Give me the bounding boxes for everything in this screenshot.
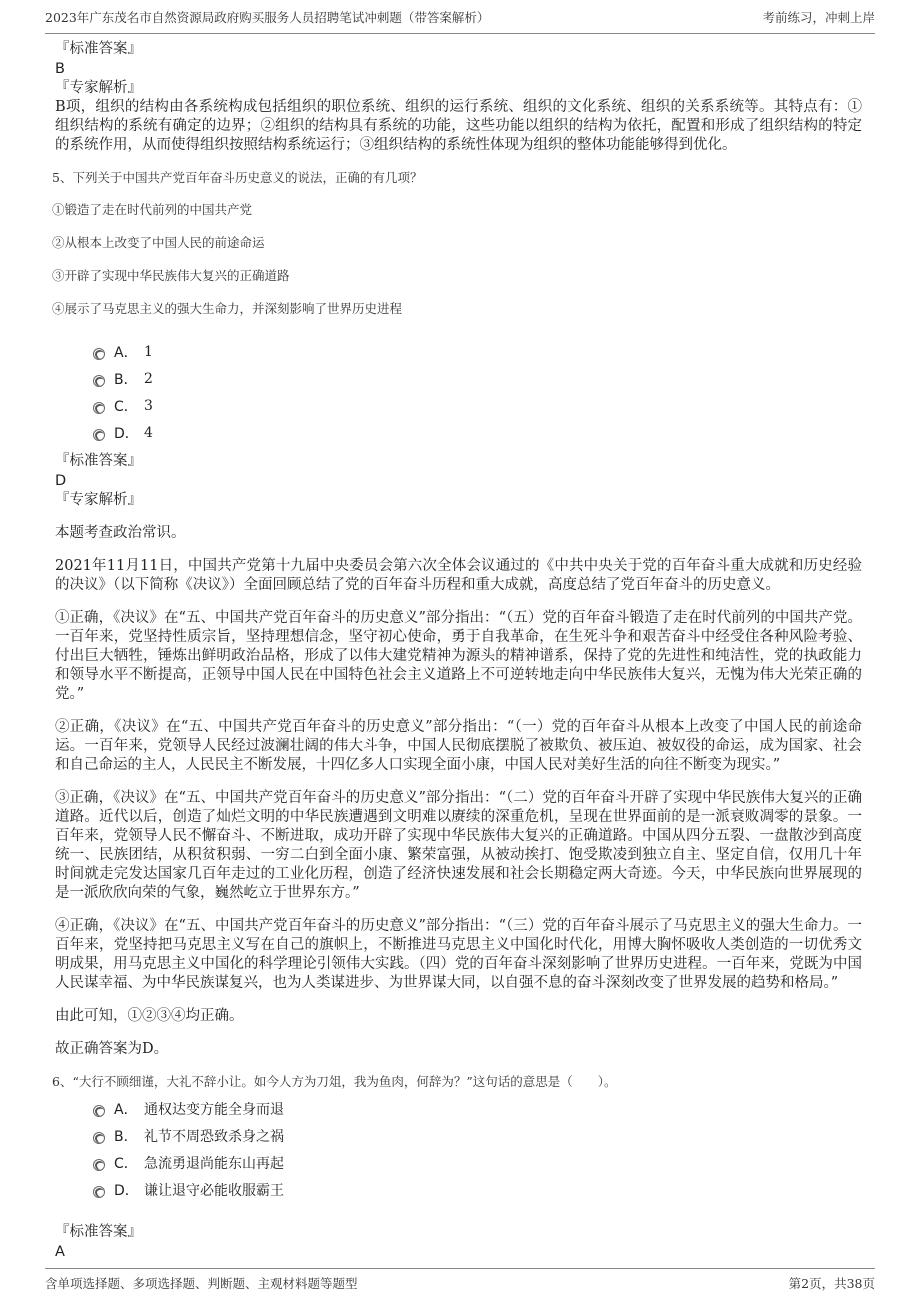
statement-4: ④展示了马克思主义的强大生命力，并深刻影响了世界历史进程 — [52, 301, 403, 316]
radio-icon[interactable] — [93, 1186, 105, 1198]
question-6: 6、“大行不顾细谨，大礼不辞小让。如今人方为刀俎，我为鱼肉，何辞为？”这句话的意思是（ ）。 — [52, 1074, 617, 1089]
q5-option-d[interactable]: D． 4 — [93, 419, 862, 446]
expert-analysis-label: 『专家解析』 — [55, 80, 142, 96]
standard-answer: D — [55, 473, 67, 489]
standard-answer-label: 『标准答案』 — [55, 1224, 142, 1240]
analysis-paragraph: 由此可知，①②③④均正确。 — [55, 1008, 244, 1024]
analysis-paragraph: 2021年11月11日，中国共产党第十九届中央委员会第六次全体会议通过的《中共中央关于党的百年奋斗重大成就和历史经验的决议》（以下简称《决议》）全面回顾总结了党的百年奋斗历程和重大成就，高度总结了党百年奋斗的历史意义。 — [55, 558, 862, 593]
analysis-paragraph: ③正确，《决议》在“五、中国共产党百年奋斗的历史意义”部分指出：“（二）党的百年奋斗开辟了实现中华民族伟大复兴的正确道路。近代以后，创造了灿烂文明的中华民族遭遇到文明难以赓续的深重危机，呈现在世界面前的是一派衰败凋零的景象。一百年来，党领导人民不懈奋斗、不断进取，成功开辟了实现中华民族伟大复兴的正确道路。中国从四分五裂、一盘散沙到高度统一、民族团结，从积贫积弱、一穷二白到全面小康、繁荣富强，从被动挨打、饱受欺凌到独立自主、坚定自信，仅用几十年时间就走完发达国家几百年走过的工业化历程，创造了经济快速发展和社会长期稳定两大奇迹。今天，中华民族向世界展现的是一派欣欣向荣的气象，巍然屹立于世界东方。” — [55, 790, 862, 901]
radio-icon[interactable] — [93, 348, 105, 360]
analysis-paragraph: 本题考查政治常识。 — [55, 525, 186, 541]
q6-option-d[interactable]: D． 谦让退守必能收服霸王 — [93, 1176, 862, 1203]
statement-1: ①锻造了走在时代前列的中国共产党 — [52, 202, 253, 217]
radio-icon[interactable] — [93, 1159, 105, 1171]
expert-analysis-label: 『专家解析』 — [55, 492, 142, 508]
radio-icon[interactable] — [93, 375, 105, 387]
question-5: 5、下列关于中国共产党百年奋斗历史意义的说法，正确的有几项？ — [52, 170, 423, 185]
q5-option-a[interactable]: A． 1 — [93, 338, 862, 365]
analysis-paragraph: ①正确，《决议》在“五、中国共产党百年奋斗的历史意义”部分指出：“（五）党的百年奋斗锻造了走在时代前列的中国共产党。一百年来，党坚持性质宗旨，坚持理想信念，坚守初心使命，勇于自我革命，在生死斗争和艰苦奋斗中经受住各种风险考验、付出巨大牺牲，锤炼出鲜明政治品格，形成了以伟大建党精神为源头的精神谱系，保持了党的先进性和纯洁性，党的执政能力和领导水平不断提高，正领导中国人民在中国特色社会主义道路上不可逆转地走向中华民族伟大复兴，无愧为伟大光荣正确的党。” — [55, 610, 862, 702]
q6-option-a[interactable]: A． 通权达变方能全身而退 — [93, 1095, 862, 1122]
page-content — [52, 40, 862, 1262]
document-title: 2023年广东茂名市自然资源局政府购买服务人员招聘笔试冲刺题（带答案解析） — [45, 10, 490, 25]
q6-options — [93, 1095, 862, 1203]
radio-icon[interactable] — [93, 1132, 105, 1144]
question-types-note: 含单项选择题、多项选择题、判断题、主观材料题等题型 — [45, 1275, 358, 1291]
standard-answer: A — [55, 1244, 65, 1260]
radio-icon[interactable] — [93, 1105, 105, 1117]
radio-icon[interactable] — [93, 429, 105, 441]
analysis-conclusion: 故正确答案为D。 — [55, 1041, 169, 1057]
expert-analysis-text: B项，组织的结构由各系统构成包括组织的职位系统、组织的运行系统、组织的文化系统、组织的关系系统等。其特点有：①组织结构的系统有确定的边界；②组织的结构具有系统的功能，这些功能以组织的结构为依托，配置和形成了组织结构的特定的系统作用，从而使得组织按照结构系统运行；③组织结构的系统性体现为组织的整体功能能够得到优化。 — [55, 99, 862, 153]
statement-3: ③开辟了实现中华民族伟大复兴的正确道路 — [52, 268, 290, 283]
page-header — [45, 8, 875, 34]
q6-option-b[interactable]: B． 礼节不周恐致杀身之祸 — [93, 1122, 862, 1149]
standard-answer-label: 『标准答案』 — [55, 453, 142, 469]
analysis-paragraph: ②正确，《决议》在“五、中国共产党百年奋斗的历史意义”部分指出：“（一）党的百年奋斗从根本上改变了中国人民的前途命运。一百年来，党领导人民经过波澜壮阔的伟大斗争，中国人民彻底摆脱了被欺负、被压迫、被奴役的命运，成为国家、社会和自己命运的主人，人民民主不断发展，十四亿多人口实现全面小康，中国人民对美好生活的向往不断变为现实。” — [55, 719, 862, 773]
standard-answer: B — [55, 61, 65, 77]
q5-option-c[interactable]: C． 3 — [93, 392, 862, 419]
statement-2: ②从根本上改变了中国人民的前途命运 — [52, 235, 265, 250]
q6-option-c[interactable]: C． 急流勇退尚能东山再起 — [93, 1149, 862, 1176]
q5-options — [93, 338, 862, 446]
standard-answer-label: 『标准答案』 — [55, 41, 142, 57]
radio-icon[interactable] — [93, 402, 105, 414]
page-footer — [45, 1268, 875, 1296]
header-slogan: 考前练习，冲刺上岸 — [762, 10, 875, 25]
q5-option-b[interactable]: B． 2 — [93, 365, 862, 392]
page-number: 第2页，共38页 — [788, 1275, 875, 1291]
analysis-paragraph: ④正确，《决议》在“五、中国共产党百年奋斗的历史意义”部分指出：“（三）党的百年奋斗展示了马克思主义的强大生命力。一百年来，党坚持把马克思主义写在自己的旗帜上，不断推进马克思主义中国化时代化，用博大胸怀吸收人类创造的一切优秀文明成果，用马克思主义中国化的科学理论引领伟大实践。（四）党的百年奋斗深刻影响了世界历史进程。一百年来，党既为中国人民谋幸福、为中华民族谋复兴，也为人类谋进步、为世界谋大同，以自强不息的奋斗深刻改变了世界发展的趋势和格局。” — [55, 918, 862, 991]
